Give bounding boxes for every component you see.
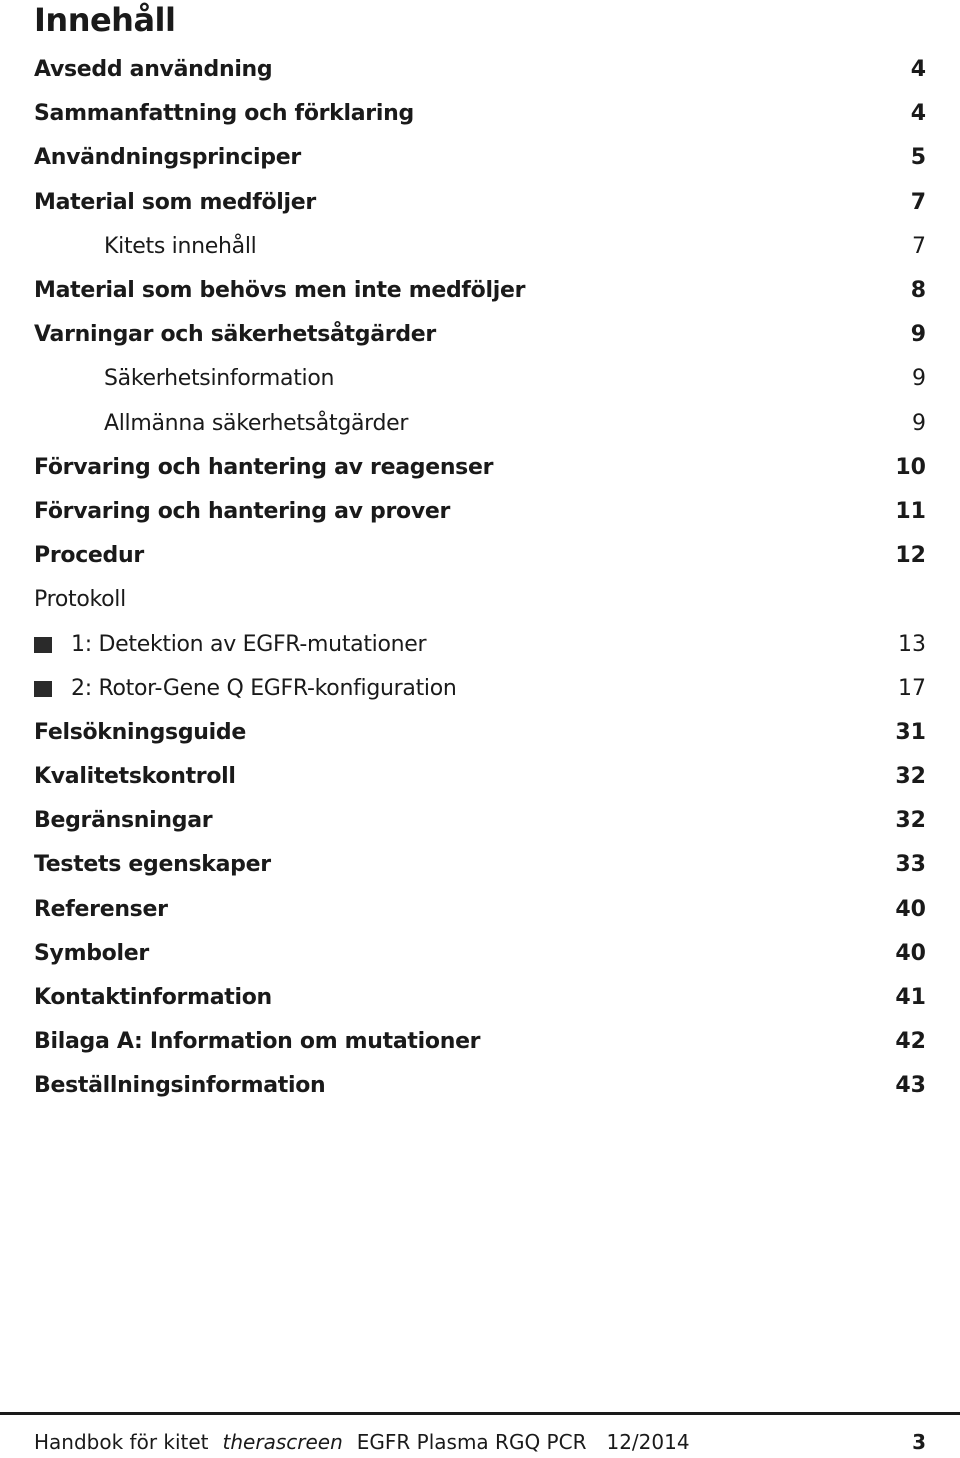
toc-entry-page: 12 (895, 543, 926, 569)
toc-entry-label: Referenser (34, 896, 168, 922)
footer-brand: therascreen (222, 1430, 343, 1454)
toc-entry-label: Beställningsinformation (34, 1073, 326, 1099)
toc-entry-page: 43 (895, 1073, 926, 1099)
toc-entry-page: 17 (898, 675, 926, 701)
bullet-square-icon (34, 681, 52, 697)
page-title: Innehåll (34, 1, 176, 39)
footer-product: EGFR Plasma RGQ PCR (356, 1430, 587, 1454)
toc-entry-label: Symboler (34, 940, 149, 966)
toc-entry-label: Användningsprinciper (34, 145, 301, 171)
toc-entry-label: Testets egenskaper (34, 852, 271, 878)
toc-entry-label: Allmänna säkerhetsåtgärder (104, 410, 409, 436)
footer-spacer (343, 1430, 357, 1454)
toc-entry-label: Material som behövs men inte medföljer (34, 278, 526, 304)
toc-entry-label: Felsökningsguide (34, 719, 246, 745)
toc-entry-page: 7 (912, 233, 926, 259)
toc-entry[interactable] (34, 1064, 926, 1108)
bullet-square-icon (34, 637, 52, 653)
toc-entry-page: 11 (895, 498, 926, 524)
toc-entry[interactable] (34, 225, 926, 269)
toc-entry-page: 7 (910, 189, 926, 215)
toc-entry-label: Begränsningar (34, 808, 213, 834)
table-of-contents (34, 48, 926, 1109)
toc-entry[interactable] (34, 799, 926, 843)
toc-entry-label: Varningar och säkerhetsåtgärder (34, 322, 436, 348)
toc-entry[interactable] (34, 92, 926, 136)
toc-entry[interactable] (34, 711, 926, 755)
footer-date: 12/2014 (606, 1430, 690, 1454)
toc-entry[interactable] (34, 755, 926, 799)
toc-entry-label: Förvaring och hantering av prover (34, 498, 451, 524)
toc-entry-page: 5 (910, 145, 926, 171)
toc-entry[interactable] (34, 843, 926, 887)
toc-entry-label: Protokoll (34, 587, 126, 613)
page-footer (34, 1426, 926, 1458)
toc-entry-page: 32 (895, 764, 926, 790)
toc-entry-page: 8 (910, 278, 926, 304)
toc-entry-label: Kontaktinformation (34, 985, 272, 1011)
toc-entry[interactable] (34, 578, 926, 622)
toc-entry-page: 40 (895, 940, 926, 966)
toc-entry-page: 9 (912, 410, 926, 436)
toc-entry[interactable] (34, 976, 926, 1020)
toc-entry[interactable] (34, 181, 926, 225)
footer-spacer (209, 1430, 223, 1454)
toc-entry-page: 41 (895, 985, 926, 1011)
toc-entry[interactable] (34, 667, 926, 711)
toc-entry[interactable] (34, 48, 926, 92)
toc-entry[interactable] (34, 269, 926, 313)
footer-divider (0, 1412, 960, 1415)
toc-entry-label: 1: Detektion av EGFR-mutationer (71, 631, 427, 657)
toc-entry-label: Bilaga A: Information om mutationer (34, 1029, 481, 1055)
toc-entry-page: 32 (895, 808, 926, 834)
toc-entry-label: Kvalitetskontroll (34, 764, 236, 790)
toc-entry-label: Kitets innehåll (104, 233, 257, 259)
footer-prefix: Handbok för kitet (34, 1430, 209, 1454)
toc-entry[interactable] (34, 402, 926, 446)
toc-entry-page: 9 (910, 322, 926, 348)
toc-entry-page: 40 (895, 896, 926, 922)
toc-entry[interactable] (34, 490, 926, 534)
toc-entry-page: 4 (910, 57, 926, 83)
toc-entry[interactable] (34, 1020, 926, 1064)
toc-entry-page: 13 (898, 631, 926, 657)
toc-entry-page: 4 (910, 101, 926, 127)
toc-entry-label: Material som medföljer (34, 189, 316, 215)
toc-entry[interactable] (34, 932, 926, 976)
toc-entry[interactable] (34, 622, 926, 666)
toc-entry-page: 9 (912, 366, 926, 392)
toc-entry[interactable] (34, 446, 926, 490)
toc-entry[interactable] (34, 357, 926, 401)
toc-entry-page: 42 (895, 1029, 926, 1055)
toc-entry[interactable] (34, 136, 926, 180)
toc-entry-label: Procedur (34, 543, 144, 569)
toc-entry-label: Säkerhetsinformation (104, 366, 335, 392)
toc-entry-page: 33 (895, 852, 926, 878)
toc-entry-label: Förvaring och hantering av reagenser (34, 454, 494, 480)
toc-entry-page: 10 (895, 454, 926, 480)
toc-entry[interactable] (34, 888, 926, 932)
toc-entry[interactable] (34, 534, 926, 578)
footer-page-number: 3 (912, 1430, 926, 1454)
toc-entry-label: Sammanfattning och förklaring (34, 101, 414, 127)
toc-entry[interactable] (34, 313, 926, 357)
toc-entry-page: 31 (895, 719, 926, 745)
toc-entry-label: 2: Rotor-Gene Q EGFR-konfiguration (71, 675, 457, 701)
toc-entry-label: Avsedd användning (34, 57, 273, 83)
